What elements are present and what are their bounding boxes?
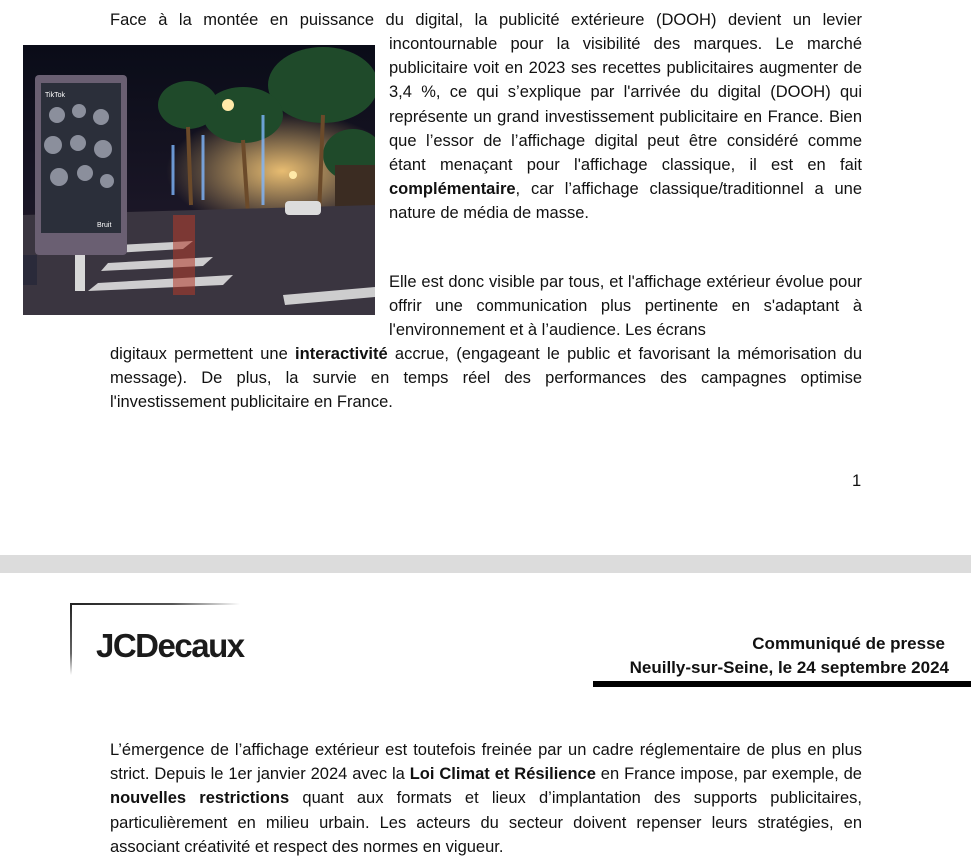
document-page-2 [0,573,971,861]
paragraph-wrapped-2: Elle est donc visible par tous, et l'affichage extérieur évolue pour offrir une communication plus pertinente en s'adaptant à l'environnement et à l’audience. Les écrans [389,273,862,340]
paragraph-full-width [110,342,862,415]
jcdecaux-logo: JCDecaux [96,627,244,664]
press-release-date: Neuilly-sur-Seine, le 24 septembre 2024 [629,658,949,677]
page-separator [0,555,971,573]
bold-complementaire: complémentaire [389,180,516,199]
page-number: 1 [852,472,862,490]
paragraph-full-text-b: accrue, (engageant le public et favorisant la mémorisation du message). De plus, la survie en temps réel des performances des campagnes optimise l'investissement publicitaire en France. [110,345,862,412]
bold-nouvelles-restrictions: nouvelles restrictions [110,789,290,808]
regulation-text-a: L’émergence de l’affichage extérieur est toutefois freinée par un cadre réglementaire de plus en plus strict. Depuis le 1er janvier 2024 avec la [110,741,862,784]
paragraph-full-text-a: digitaux permettent une [110,345,296,363]
screen-brand-top: TikTok [45,92,65,99]
street-billboard-photo [23,45,375,315]
intro-line: Face à la montée en puissance du digital, la publicité extérieure (DOOH) devient un levier [110,11,862,29]
header-rule [593,681,971,687]
bold-interactivite: interactivité [295,345,388,363]
paragraph-wrapped-1-text-b: , car l’affichage classique/traditionnel a une nature de média de masse. [389,180,862,223]
paragraph-regulation [110,738,862,859]
paragraph-wrapped-1-text-a: incontournable pour la visibilité des marques. Le marché publicitaire voit en 2023 ses recettes publicitaires augmenter de 3,4 %, ce qui s’explique par l'arrivée du digital (DOOH) qui représente un grand investissement publicitaire en France. Bien que l’essor de l’affichage digital peut être considéré comme étant menaçant pour l'affichage classique, il est en fait [389,35,862,175]
header-frame-left [70,603,72,675]
paragraph-wrapped-1 [389,32,862,226]
press-release-title: Communiqué de presse [752,634,945,653]
regulation-text-b: en France impose, par exemple, de [595,765,862,784]
bold-loi-climat: Loi Climat et Résilience [409,765,596,784]
photo-illustration [23,45,375,315]
regulation-text-c: quant aux formats et lieux d’implantation des supports publicitaires, particulièrement en milieu urbain. Les acteurs du secteur doivent repenser leurs stratégies, en associant créativité et respect des normes en vigueur. [110,789,862,856]
header-frame-top [70,603,240,605]
screen-brand-bottom: Bruit [97,222,112,229]
